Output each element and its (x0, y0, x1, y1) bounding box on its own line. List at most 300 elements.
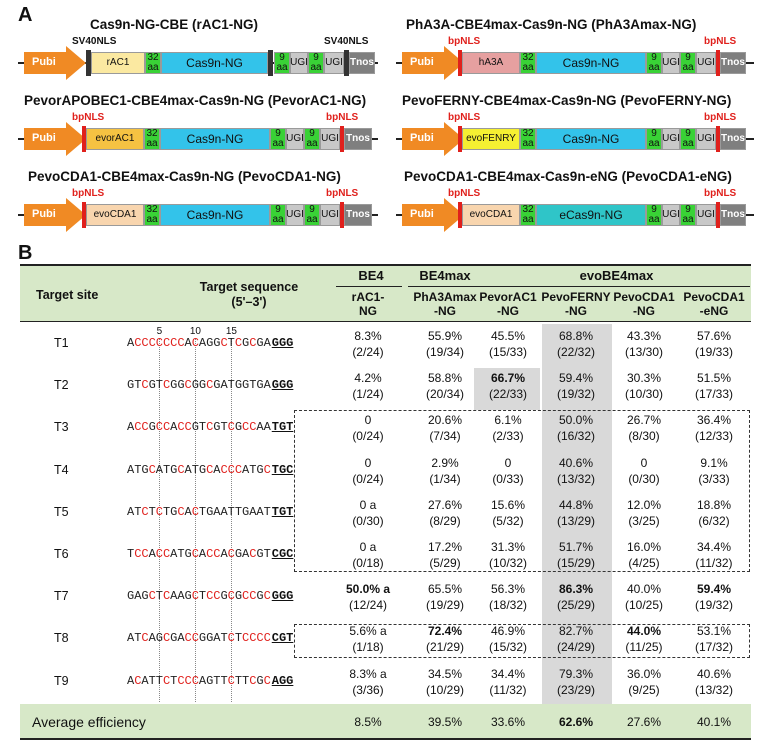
nucleotide: T (170, 673, 178, 688)
nucleotide: C (249, 631, 257, 646)
deaminase-segment: rAC1 (91, 52, 145, 74)
nucleotide: G (220, 589, 228, 604)
efficiency-fraction: (19/29) (425, 598, 465, 613)
nucleotide: C (162, 547, 171, 561)
nucleotide: G (170, 378, 178, 393)
efficiency-percent: 0 a (359, 497, 377, 512)
nucleotide: G (184, 589, 192, 604)
efficiency-fraction: (11/25) (625, 640, 663, 655)
efficiency-percent: 5.6% a (349, 624, 387, 639)
nucleotide: T (198, 420, 207, 435)
nucleotide: T (155, 673, 163, 688)
efficiency-fraction: (13/32) (694, 682, 734, 697)
nucleotide: A (256, 420, 264, 435)
linker-9aa-2: 9 aa (304, 204, 320, 226)
efficiency-percent: 58.8% (427, 371, 463, 386)
efficiency-fraction: (19/34) (425, 345, 465, 359)
linker-32aa: 32 aa (144, 204, 160, 226)
construct-title: PhA3A-CBE4max-Cas9n-NG (PhA3Amax-NG) (406, 17, 697, 32)
nucleotide: G (191, 420, 199, 435)
nucleotide: C (141, 378, 149, 393)
editor-header: PevorAC1 -NG (479, 290, 537, 318)
nucleotide: C (141, 420, 149, 435)
nucleotide: T (191, 462, 199, 477)
efficiency-percent: 79.3% (558, 666, 594, 681)
ugi-segment-1: UGI (290, 52, 308, 74)
pubi-label: Pubi (410, 56, 434, 68)
nucleotide: A (220, 504, 228, 519)
right-nls-label: bpNLS (326, 188, 359, 199)
cas9-segment: Cas9n-NG (536, 52, 646, 74)
efficiency-percent: 50.0% (558, 413, 594, 428)
header-target-site: Target site (36, 288, 99, 302)
efficiency-percent: 6.1% (494, 413, 522, 428)
efficiency-fraction: (15/33) (488, 345, 528, 359)
efficiency-fraction: (21/29) (425, 640, 465, 655)
efficiency-fraction: (13/32) (556, 471, 596, 486)
efficiency-fraction: (11/32) (695, 556, 733, 570)
efficiency-cell (608, 666, 680, 698)
nucleotide: A (242, 547, 250, 561)
deaminase-segment: evoCDA1 (86, 204, 144, 226)
nucleotide: A (249, 504, 257, 519)
efficiency-percent: 72.4% (427, 624, 463, 639)
nucleotide: G (141, 589, 149, 604)
efficiency-cell (332, 328, 404, 360)
nucleotide: A (198, 673, 207, 688)
efficiency-percent: 66.7% (490, 371, 526, 386)
nucleotide: C (148, 462, 156, 477)
pam-sequence: GGG (271, 378, 294, 393)
nucleotide: C (249, 420, 257, 435)
nucleotide: T (227, 336, 235, 350)
efficiency-fraction: (3/33) (698, 471, 730, 486)
nucleotide: C (170, 336, 178, 350)
editor-header: PhA3Amax -NG (413, 290, 477, 318)
efficiency-fraction: (10/29) (425, 682, 465, 697)
nucleotide: G (170, 462, 178, 477)
nucleotide: A (127, 631, 135, 646)
construct-pevocda1-eng (396, 169, 756, 229)
pubi-label: Pubi (32, 132, 56, 144)
nucleotide: G (177, 378, 185, 393)
nucleotide: C (227, 631, 235, 646)
nucleotide: G (206, 673, 214, 688)
linker-32aa: 32 aa (144, 128, 160, 150)
dashed-box-t8 (294, 624, 750, 658)
nucleotide: C (134, 420, 142, 435)
panel-a-label: A (18, 4, 33, 26)
linker-9aa-1: 9 aa (274, 52, 290, 74)
deaminase-segment: evoCDA1 (462, 204, 520, 226)
efficiency-percent: 44.8% (558, 497, 594, 512)
nucleotide: T (220, 673, 228, 688)
efficiency-percent: 40.0% (626, 582, 662, 597)
cas9-segment: Cas9n-NG (160, 128, 270, 150)
efficiency-fraction: (15/32) (488, 640, 528, 655)
nucleotide: A (127, 504, 135, 519)
construct-title: PevoCDA1-CBE4max-Cas9n-eNG (PevoCDA1-eNG) (404, 169, 732, 184)
nucleotide: C (155, 504, 163, 519)
efficiency-percent: 56.3% (490, 582, 526, 597)
efficiency-fraction: (12/24) (348, 598, 388, 613)
nucleotide: G (191, 378, 199, 393)
efficiency-fraction: (2/24) (352, 345, 384, 359)
left-nls-label: SV40NLS (72, 36, 117, 47)
nucleotide: A (184, 462, 192, 477)
target-site-label: T9 (54, 673, 69, 688)
efficiency-fraction: (19/33) (694, 345, 734, 359)
nucleotide: G (213, 378, 221, 393)
nucleotide: C (227, 589, 235, 604)
efficiency-percent: 0 (504, 455, 512, 470)
nucleotide: T (234, 504, 243, 519)
group-underline-evobe4max (480, 286, 750, 287)
nucleotide: C (162, 420, 171, 435)
efficiency-percent: 40.6% (696, 666, 732, 681)
nucleotide: G (148, 378, 156, 393)
ugi-segment-1: UGI (662, 52, 680, 74)
right-nls-label: SV40NLS (324, 36, 369, 47)
nucleotide: G (234, 589, 243, 604)
linker-9aa-2: 9 aa (680, 52, 696, 74)
nucleotide: G (206, 336, 214, 350)
nucleotide: C (184, 631, 192, 646)
efficiency-fraction: (22/32) (556, 345, 596, 359)
group-underline-be4max (408, 286, 480, 287)
position-guide-line (195, 338, 196, 702)
nucleotide: C (242, 631, 250, 646)
efficiency-cell (409, 370, 481, 402)
left-nls-label: bpNLS (448, 188, 481, 199)
nucleotide: A (256, 504, 264, 519)
efficiency-percent: 8.3% a (349, 666, 387, 681)
efficiency-cell (472, 666, 544, 698)
efficiency-percent: 55.9% (427, 329, 463, 343)
nucleotide: C (220, 336, 228, 350)
nucleotide: A (148, 631, 156, 646)
nucleotide: T (198, 504, 207, 519)
nucleotide: A (263, 378, 271, 393)
target-site-label: T3 (54, 420, 69, 435)
nucleotide: A (155, 462, 163, 477)
efficiency-percent: 15.6% (490, 497, 526, 512)
nucleotide: T (162, 462, 171, 477)
nucleotide: C (227, 420, 235, 435)
efficiency-cell (409, 328, 481, 360)
nucleotide: G (206, 631, 214, 646)
target-sequence (127, 378, 293, 392)
nucleotide: T (249, 378, 257, 393)
pam-sequence: AGG (271, 673, 294, 688)
nucleotide: C (242, 589, 250, 604)
efficiency-percent: 26.7% (626, 413, 662, 428)
nucleotide: A (213, 462, 221, 477)
efficiency-percent: 45.5% (490, 329, 526, 343)
average-value: 8.5% (354, 715, 382, 729)
linker-9aa-2: 9 aa (680, 204, 696, 226)
pam-sequence: TGT (271, 420, 294, 435)
nucleotide: A (198, 336, 207, 350)
efficiency-cell (678, 581, 750, 613)
ugi-segment-2: UGI (696, 52, 716, 74)
nucleotide: G (242, 378, 250, 393)
target-site-label: T6 (54, 547, 69, 561)
average-label: Average efficiency (32, 714, 146, 730)
right-nls-label: bpNLS (704, 188, 737, 199)
efficiency-percent: 4.2% (354, 371, 382, 386)
ugi-segment-2: UGI (320, 204, 340, 226)
pubi-label: Pubi (32, 208, 56, 220)
nucleotide: C (141, 631, 149, 646)
nucleotide: A (177, 589, 185, 604)
nucleotide: G (256, 589, 264, 604)
nucleotide: G (256, 378, 264, 393)
nucleotide: C (134, 547, 142, 561)
nucleotide: A (242, 462, 250, 477)
pubi-label: Pubi (410, 208, 434, 220)
construct-pevoferny-ng (396, 93, 756, 153)
nucleotide: T (162, 504, 171, 519)
nucleotide: G (198, 462, 207, 477)
efficiency-cell (540, 328, 612, 360)
nucleotide: C (177, 673, 185, 688)
right-nls-label: bpNLS (704, 36, 737, 47)
nucleotide: C (263, 589, 271, 604)
nucleotide: A (177, 631, 185, 646)
nucleotide: G (198, 378, 207, 393)
tnos-terminator: Tnos (720, 52, 746, 74)
nucleotide: A (263, 420, 271, 435)
nucleotide: C (234, 462, 243, 477)
nucleotide: C (206, 589, 214, 604)
construct-title: PevoFERNY-CBE4max-Cas9n-NG (PevoFERNY-NG) (402, 93, 732, 108)
nucleotide: C (141, 504, 149, 519)
target-site-label: T7 (54, 589, 69, 604)
nucleotide: T (263, 504, 271, 519)
nucleotide: A (127, 673, 135, 688)
nucleotide: C (206, 378, 214, 393)
pam-sequence: CGT (271, 631, 294, 646)
nucleotide: T (127, 547, 135, 561)
efficiency-fraction: (22/33) (488, 387, 528, 402)
nucleotide: T (263, 547, 271, 561)
linker-9aa-2: 9 aa (680, 128, 696, 150)
position-guide-line (159, 338, 160, 702)
efficiency-percent: 44.0% (626, 624, 662, 639)
efficiency-percent: 34.4% (490, 666, 526, 681)
pam-sequence: TGT (271, 504, 294, 519)
tnos-terminator: Tnos (720, 128, 746, 150)
efficiency-fraction: (9/25) (628, 682, 660, 697)
nucleotide: C (162, 589, 171, 604)
efficiency-percent: 86.3% (558, 582, 594, 597)
target-site-label: T1 (54, 336, 69, 350)
linker-32aa: 32 aa (520, 204, 536, 226)
efficiency-fraction: (20/34) (425, 387, 465, 402)
nucleotide: C (141, 547, 149, 561)
efficiency-percent: 65.5% (427, 582, 463, 597)
efficiency-fraction: (15/29) (556, 556, 596, 570)
linker-9aa-1: 9 aa (646, 204, 662, 226)
target-sequence (127, 336, 293, 350)
left-nls-label: bpNLS (448, 112, 481, 123)
linker-32aa: 32 aa (145, 52, 161, 74)
efficiency-fraction: (16/32) (556, 429, 596, 444)
efficiency-fraction: (5/29) (429, 556, 461, 570)
linker-9aa-1: 9 aa (270, 204, 286, 226)
nucleotide: T (134, 378, 142, 393)
efficiency-cell (608, 581, 680, 613)
efficiency-fraction: (2/33) (492, 429, 524, 444)
nucleotide: C (177, 462, 185, 477)
construct-pha3amax-ng (396, 17, 756, 77)
efficiency-percent: 34.4% (696, 540, 732, 554)
header-target-sequence-sub: (5'–3') (231, 295, 267, 309)
efficiency-fraction: (0/30) (352, 513, 384, 528)
deaminase-segment: evoFENRY (462, 128, 520, 150)
efficiency-cell (472, 328, 544, 360)
nucleotide: T (227, 504, 235, 519)
efficiency-cell (540, 370, 612, 402)
nucleotide: G (148, 420, 156, 435)
sv40nls-bar-inner (268, 50, 273, 76)
efficiency-fraction: (0/24) (352, 471, 384, 486)
nucleotide: A (198, 547, 207, 561)
efficiency-cell (540, 666, 612, 698)
efficiency-fraction: (18/32) (488, 598, 528, 613)
dashed-box-t3-t6 (294, 410, 750, 572)
efficiency-cell (678, 328, 750, 360)
efficiency-percent: 17.2% (427, 540, 463, 554)
target-site-label: T4 (54, 462, 69, 477)
efficiency-fraction: (7/34) (429, 429, 461, 444)
nucleotide: G (256, 462, 264, 477)
nucleotide: C (227, 462, 235, 477)
nucleotide: G (155, 631, 163, 646)
nucleotide: C (177, 336, 185, 350)
target-site-label: T5 (54, 504, 69, 519)
editor-header: PevoFERNY -NG (541, 290, 611, 318)
nucleotide: C (234, 336, 243, 350)
efficiency-fraction: (5/32) (492, 513, 524, 528)
nucleotide: C (206, 547, 214, 561)
efficiency-percent: 9.1% (700, 455, 728, 470)
construct-pevorac1-ng (18, 93, 378, 153)
nucleotide: C (206, 462, 214, 477)
nucleotide: C (256, 631, 264, 646)
efficiency-percent: 53.1% (696, 624, 732, 639)
panel-b-label: B (18, 242, 33, 264)
nucleotide: G (184, 547, 192, 561)
construct-pevocda1-ng (18, 169, 378, 229)
nucleotide: G (213, 420, 221, 435)
nucleotide: C (191, 589, 199, 604)
average-value: 27.6% (626, 715, 662, 729)
target-sequence (127, 589, 293, 603)
efficiency-fraction: (13/30) (624, 345, 664, 359)
efficiency-fraction: (3/36) (352, 682, 384, 697)
nucleotide: G (170, 504, 178, 519)
efficiency-cell (678, 370, 750, 402)
target-sequence (127, 547, 293, 561)
nucleotide: T (134, 462, 142, 477)
nucleotide: C (162, 378, 171, 393)
nucleotide: T (198, 589, 207, 604)
efficiency-percent: 51.7% (558, 540, 594, 554)
efficiency-percent: 31.3% (490, 540, 526, 554)
nucleotide: A (148, 547, 156, 561)
efficiency-fraction: (10/30) (624, 387, 664, 402)
pam-sequence: GGG (271, 336, 294, 350)
position-guide-line (231, 338, 232, 702)
nucleotide: A (170, 547, 178, 561)
efficiency-percent: 34.5% (427, 666, 463, 681)
efficiency-cell (678, 666, 750, 698)
nucleotide: A (213, 631, 221, 646)
efficiency-percent: 16.0% (626, 540, 662, 554)
nucleotide: T (234, 631, 243, 646)
construct-title: Cas9n-NG-CBE (rAC1-NG) (90, 17, 259, 32)
efficiency-fraction: (3/25) (628, 513, 660, 528)
pam-sequence: CGC (271, 547, 294, 561)
nucleotide: C (184, 378, 192, 393)
cas9-segment: Cas9n-NG (161, 52, 268, 74)
nucleotide: C (213, 589, 221, 604)
efficiency-percent: 59.4% (558, 371, 594, 386)
efficiency-fraction: (1/34) (429, 471, 461, 486)
nucleotide: A (184, 504, 192, 519)
nucleotide: G (234, 378, 243, 393)
nucleotide: C (249, 547, 257, 561)
tnos-terminator: Tnos (349, 52, 375, 74)
efficiency-percent: 43.3% (626, 329, 662, 343)
nucleotide: A (127, 462, 135, 477)
nucleotide: C (249, 589, 257, 604)
target-site-label: T8 (54, 631, 69, 646)
nucleotide: C (141, 336, 149, 350)
nucleotide: C (134, 336, 142, 350)
efficiency-percent: 36.0% (626, 666, 662, 681)
ugi-segment-1: UGI (286, 128, 304, 150)
ugi-segment-2: UGI (320, 128, 340, 150)
nucleotide: G (213, 336, 221, 350)
nucleotide: A (170, 420, 178, 435)
nucleotide: G (127, 378, 135, 393)
pubi-label: Pubi (32, 56, 56, 68)
efficiency-fraction: (10/25) (624, 598, 664, 613)
nucleotide: C (162, 631, 171, 646)
nucleotide: T (155, 589, 163, 604)
nucleotide: C (249, 336, 257, 350)
position-label: 10 (189, 326, 201, 337)
efficiency-fraction: (0/33) (492, 471, 524, 486)
efficiency-fraction: (0/18) (352, 556, 384, 570)
efficiency-fraction: (0/24) (352, 429, 384, 444)
nucleotide: C (155, 336, 163, 350)
nucleotide: T (155, 378, 163, 393)
efficiency-cell (608, 370, 680, 402)
efficiency-fraction: (19/32) (694, 598, 734, 613)
linker-32aa: 32 aa (520, 128, 536, 150)
right-nls-label: bpNLS (704, 112, 737, 123)
efficiency-fraction: (8/30) (628, 429, 660, 444)
tnos-terminator: Tnos (720, 204, 746, 226)
nucleotide: C (148, 336, 156, 350)
linker-9aa-1: 9 aa (270, 128, 286, 150)
tnos-terminator: Tnos (344, 204, 372, 226)
target-sequence (127, 674, 293, 688)
